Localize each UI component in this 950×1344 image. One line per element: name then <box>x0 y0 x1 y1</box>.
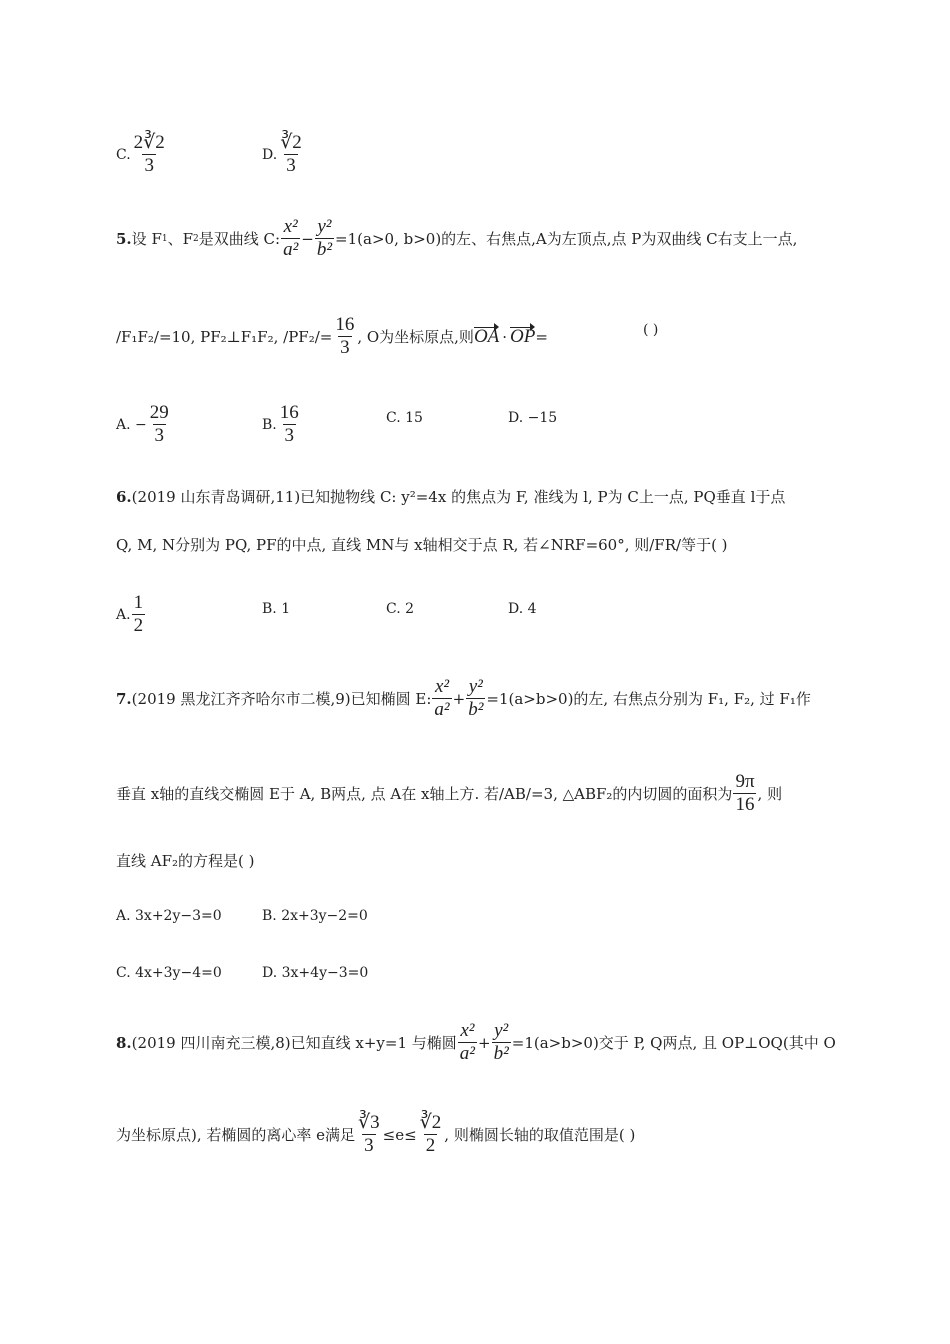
q7-option-b: B. 2x+3y−2=0 <box>262 908 368 924</box>
q6-option-b: B. 1 <box>262 601 291 617</box>
q5-option-c: C. 15 <box>386 410 423 426</box>
q5-line-1: 5. 设 F 1 、F 2 是双曲线 C: $\frac{\text{x²}}{\text{a²}}$ − $\frac{\text{y²}}{\text{b²}}$ =1(a>0, b>0)的左、右焦点,A为左顶点,点 P为双曲线 C右支上一点, <box>116 216 798 260</box>
q8-line-1: 8. (2019 四川南充三模,8)已知直线 x+y=1 与椭圆 $\frac{\text{x²}}{\text{a²}}$ + $\frac{\text{y²}}{\text{b²}}$ =1(a>b>0)交于 P, Q两点, 且 OP⊥OQ(其中 O <box>116 1020 836 1064</box>
q5-fraction-x: $\frac{\text{x²}}{\text{a²}}$ <box>283 216 299 260</box>
q5-option-a: A. − $\frac{29}{3}$ <box>116 402 169 446</box>
q7-option-a: A. 3x+2y−3=0 <box>116 908 222 924</box>
q5-option-d: D. −15 <box>508 410 558 426</box>
q6-number: 6. <box>116 487 132 506</box>
q7-number: 7. <box>116 689 132 708</box>
q5-fraction-y: $\frac{\text{y²}}{\text{b²}}$ <box>316 216 333 260</box>
q7-line-1: 7. (2019 黑龙江齐齐哈尔市二模,9)已知椭圆 E: $\frac{\text{x²}}{\text{a²}}$ + $\frac{\text{y²}}{\text{b²}}$ =1(a>b>0)的左, 右焦点分别为 F₁, F₂, 过 F₁作 <box>116 676 811 720</box>
q7-line-3: 直线 AF₂的方程是( ) <box>116 852 255 870</box>
q4-option-c-fraction: $\frac{2∛2}{3}$ <box>133 132 165 176</box>
q5-number: 5. <box>116 229 132 248</box>
vector-oa: OA <box>473 325 500 347</box>
q6-option-d: D. 4 <box>508 601 537 617</box>
q7-line-2: 垂直 x轴的直线交椭圆 E于 A, B两点, 点 A在 x轴上方. 若/AB/=3, △ABF₂的内切圆的面积为 $\frac{9\pi}{16}$ , 则 <box>116 771 783 815</box>
q5-line-2: /F₁F₂/=10, PF₂⊥F₁F₂, /PF₂/= $\frac{16}{3}$ , O为坐标原点,则 OA · OP = <box>116 314 548 358</box>
q7-option-d: D. 3x+4y−3=0 <box>262 965 369 981</box>
q5-fraction-16-3: $\frac{16}{3}$ <box>335 314 355 358</box>
q6-line-2: Q, M, N分别为 PQ, PF的中点, 直线 MN与 x轴相交于点 R, 若∠NRF=60°, 则/FR/等于( ) <box>116 536 728 554</box>
q8-number: 8. <box>116 1033 132 1052</box>
q6-option-a: A. $\frac{1}{2}$ <box>116 592 144 636</box>
q4-option-c: C. $\frac{2∛2}{3}$ <box>116 132 165 176</box>
q7-option-c: C. 4x+3y−4=0 <box>116 965 222 981</box>
vector-op: OP <box>510 325 536 347</box>
q4-option-d: D. $\frac{∛2}{3}$ <box>262 132 302 176</box>
q5-option-b: B. $\frac{16}{3}$ <box>262 402 299 446</box>
q6-option-c: C. 2 <box>386 601 415 617</box>
q4-option-d-fraction: $\frac{∛2}{3}$ <box>280 132 302 176</box>
q5-answer-paren: ( ) <box>643 322 659 338</box>
q8-line-2: 为坐标原点), 若椭圆的离心率 e满足 $\frac{∛3}{3}$ ≤e≤ $\frac{∛2}{2}$ , 则椭圆长轴的取值范围是( ) <box>116 1112 636 1156</box>
q6-line-1: 6. (2019 山东青岛调研,11)已知抛物线 C: y²=4x 的焦点为 F, 准线为 l, P为 C上一点, PQ垂直 l于点 <box>116 487 786 506</box>
